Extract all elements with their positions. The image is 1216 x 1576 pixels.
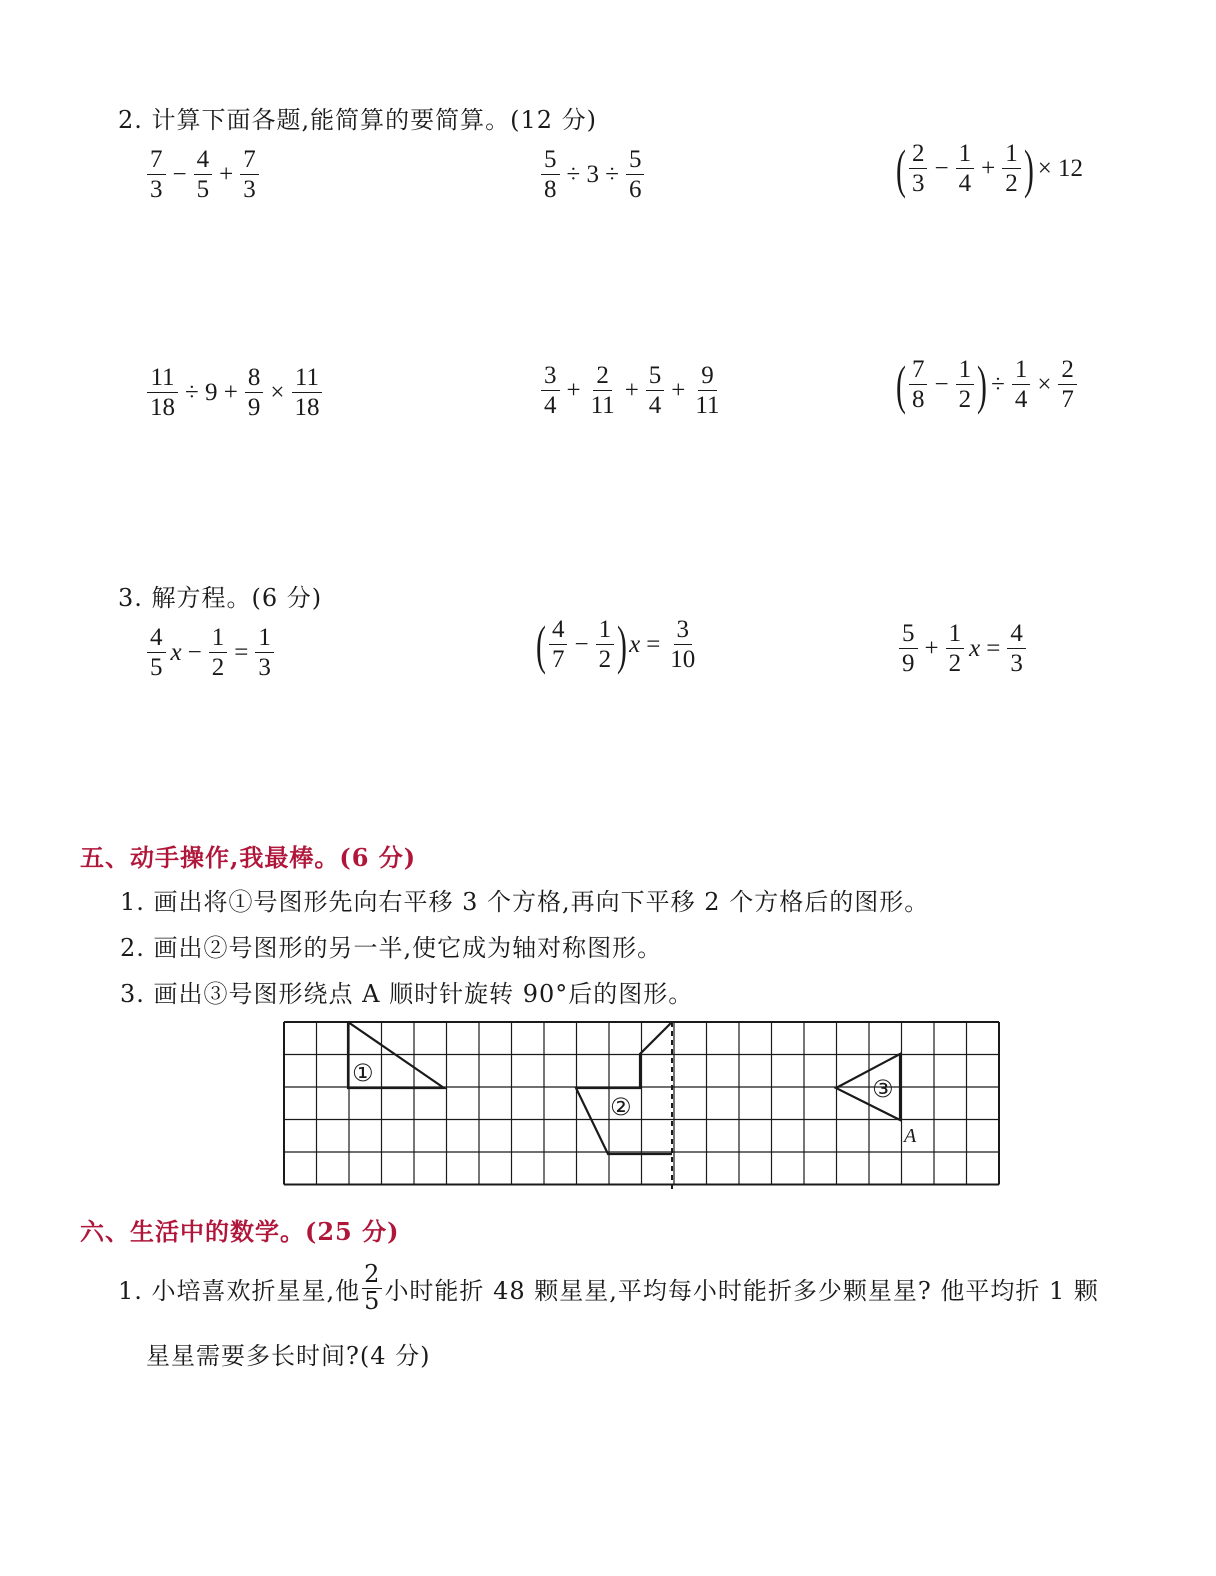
q2-expr-5: $\frac{3}{4}$ + $\frac{2}{11}$ + $\frac{5}{4}$ + $\frac{9}{11}$ bbox=[538, 362, 725, 419]
fraction: $\frac{5}{4}$ bbox=[646, 362, 665, 419]
fraction: $\frac{2}{5}$ bbox=[364, 1260, 381, 1315]
fraction: $\frac{1}{2}$ bbox=[1002, 140, 1021, 197]
fraction: $\frac{9}{11}$ bbox=[695, 362, 720, 419]
fraction: $\frac{7}{8}$ bbox=[909, 356, 928, 413]
fraction: $\frac{5}{8}$ bbox=[541, 146, 560, 203]
q2-title: 2. 计算下面各题,能简算的要简算。(12 分) bbox=[118, 106, 598, 134]
fraction: $\frac{1}{4}$ bbox=[956, 140, 975, 197]
q3-equation-2: ( $\frac{4}{7}$ − $\frac{1}{2}$ ) x = $\frac{3}{10}$ bbox=[536, 616, 701, 673]
figure-2-label: ② bbox=[610, 1093, 632, 1121]
fraction: $\frac{11}{18}$ bbox=[291, 364, 322, 421]
section-5-item-1: 1. 画出将①号图形先向右平移 3 个方格,再向下平移 2 个方格后的图形。 bbox=[120, 888, 930, 916]
fraction: $\frac{7}{3}$ bbox=[240, 146, 259, 203]
fraction: $\frac{2}{3}$ bbox=[909, 140, 928, 197]
grid-lines bbox=[284, 1022, 999, 1185]
figure-1-label: ① bbox=[352, 1059, 374, 1087]
fraction: $\frac{5}{6}$ bbox=[626, 146, 645, 203]
section-5-item-2: 2. 画出②号图形的另一半,使它成为轴对称图形。 bbox=[120, 934, 663, 962]
section-6-question-1 bbox=[118, 1262, 1099, 1315]
q3-equation-1: $\frac{4}{5}$ x − $\frac{1}{2}$ = $\frac{1}{3}$ bbox=[144, 624, 277, 681]
fraction: $\frac{11}{18}$ bbox=[147, 364, 178, 421]
fraction: $\frac{2}{11}$ bbox=[590, 362, 615, 419]
q2-expr-2: $\frac{5}{8}$ ÷ 3 ÷ $\frac{5}{6}$ bbox=[538, 146, 647, 203]
section-6-question-1-line-2: 星星需要多长时间?(4 分) bbox=[146, 1342, 431, 1370]
fraction: $\frac{1}{2}$ bbox=[946, 620, 965, 677]
q2-expr-1: $\frac{7}{3}$ − $\frac{4}{5}$ + $\frac{7}{3}$ bbox=[144, 146, 262, 203]
fraction: $\frac{4}{5}$ bbox=[147, 624, 166, 681]
q3-equation-3: $\frac{5}{9}$ + $\frac{1}{2}$ x = $\frac{4}{3}$ bbox=[896, 620, 1029, 677]
fraction: $\frac{4}{5}$ bbox=[194, 146, 213, 203]
fraction: $\frac{1}{2}$ bbox=[596, 616, 615, 673]
q2-expr-3: ( $\frac{2}{3}$ − $\frac{1}{4}$ + $\frac{1}{2}$ ) × 12 bbox=[896, 138, 1084, 199]
fraction: $\frac{1}{4}$ bbox=[1012, 356, 1031, 413]
q2-expr-4: $\frac{11}{18}$ ÷ 9 + $\frac{8}{9}$ × $\frac{11}{18}$ bbox=[144, 364, 325, 421]
fraction: $\frac{1}{2}$ bbox=[956, 356, 975, 413]
section-5-title: 五、动手操作,我最棒。(6 分) bbox=[80, 843, 417, 872]
point-a-label: A bbox=[904, 1125, 917, 1147]
fraction: $\frac{4}{7}$ bbox=[549, 616, 568, 673]
figure-2-half bbox=[576, 1022, 672, 1154]
fraction: $\frac{5}{9}$ bbox=[899, 620, 918, 677]
fraction: $\frac{7}{3}$ bbox=[147, 146, 166, 203]
q3-title: 3. 解方程。(6 分) bbox=[118, 584, 323, 612]
fraction: $\frac{2}{7}$ bbox=[1058, 356, 1077, 413]
fraction: $\frac{4}{3}$ bbox=[1007, 620, 1026, 677]
question-1-text-start: 1. 小培喜欢折星星,他 bbox=[118, 1276, 361, 1305]
question-1-text-end: 小时能折 48 颗星星,平均每小时能折多少颗星星? 他平均折 1 颗 bbox=[384, 1276, 1099, 1305]
fraction: $\frac{1}{3}$ bbox=[255, 624, 274, 681]
section-5-item-3: 3. 画出③号图形绕点 A 顺时针旋转 90°后的图形。 bbox=[120, 980, 694, 1008]
fraction: $\frac{3}{4}$ bbox=[541, 362, 560, 419]
fraction: $\frac{8}{9}$ bbox=[245, 364, 264, 421]
section-6-title: 六、生活中的数学。(25 分) bbox=[80, 1217, 400, 1246]
q2-expr-6: ( $\frac{7}{8}$ − $\frac{1}{2}$ ) ÷ $\frac{1}{4}$ × $\frac{2}{7}$ bbox=[896, 356, 1080, 413]
fraction: $\frac{3}{10}$ bbox=[670, 616, 696, 673]
transformation-grid bbox=[282, 1020, 1004, 1192]
fraction: $\frac{1}{2}$ bbox=[209, 624, 228, 681]
figure-3-label: ③ bbox=[872, 1075, 894, 1103]
